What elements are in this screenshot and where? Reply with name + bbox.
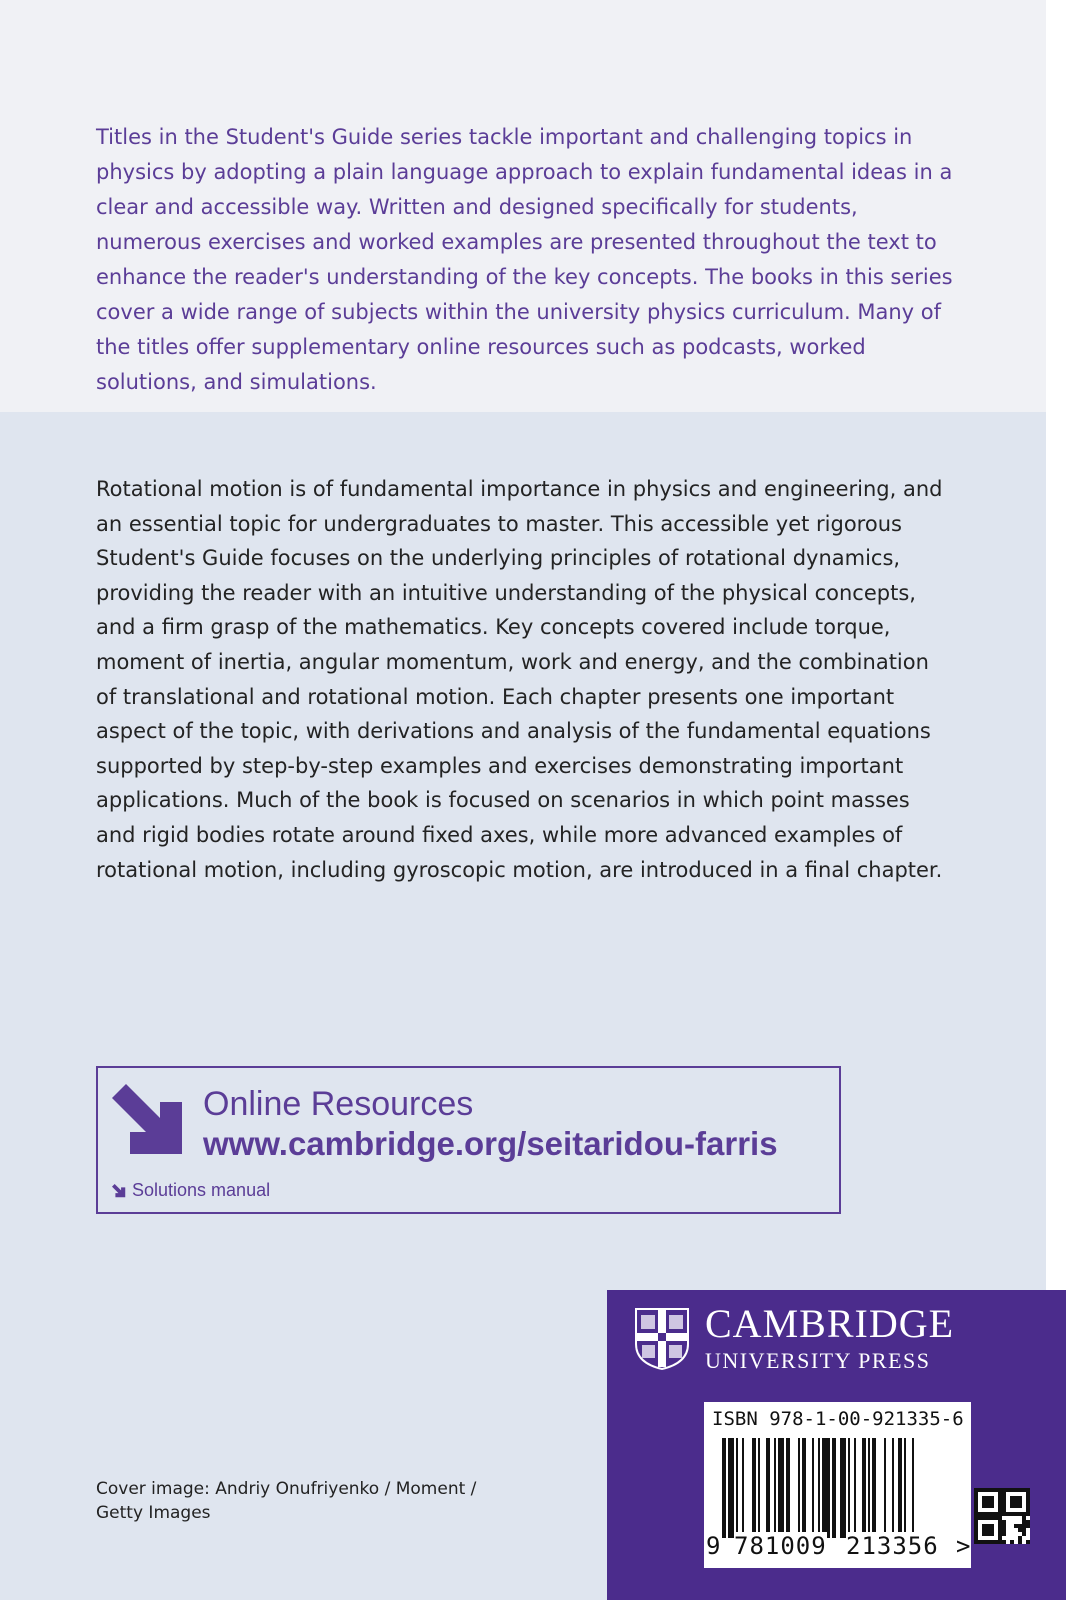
barcode-digits <box>704 1532 971 1562</box>
barcode-bar <box>822 1438 830 1538</box>
barcode-digits-left: 781009 <box>734 1532 827 1560</box>
barcode-bar <box>758 1438 760 1538</box>
barcode-bar <box>892 1438 894 1538</box>
publisher-subtitle: UNIVERSITY PRESS <box>705 1348 931 1373</box>
resource-item[interactable] <box>112 1180 270 1201</box>
barcode-bar <box>802 1438 806 1538</box>
barcode-bar <box>840 1438 846 1538</box>
barcode <box>704 1438 971 1538</box>
publisher-name: CAMBRIDGE <box>705 1301 955 1346</box>
barcode-bar <box>774 1438 776 1538</box>
barcode-card <box>704 1402 971 1568</box>
online-resources-url[interactable]: www.cambridge.org/seitaridou-farris <box>203 1125 778 1162</box>
barcode-bar <box>832 1438 836 1538</box>
barcode-bar <box>766 1438 770 1538</box>
series-description: Titles in the Student's Guide series tackle important and challenging topics in physics by adopting a plain language approach to explain fundamental ideas in a clear and accessible way. Written and designed specifically for students, numerous exercises and worked examples are presented throughout the text to enhance the reader's understanding of the key concepts. The books in this series cover a wide range of subjects within the university physics curriculum. Many of the titles offer supplementary online resources such as podcasts, worked solutions, and simulations. <box>96 125 953 394</box>
barcode-bar <box>862 1438 866 1538</box>
barcode-bar <box>722 1438 726 1538</box>
barcode-bar <box>812 1438 814 1538</box>
barcode-bar <box>742 1438 744 1538</box>
barcode-bar <box>752 1438 756 1538</box>
barcode-bar <box>898 1438 902 1538</box>
isbn-label: ISBN 978-1-00-921335-6 <box>712 1408 964 1430</box>
barcode-bar <box>778 1438 784 1538</box>
barcode-bar <box>728 1438 734 1538</box>
barcode-bar <box>868 1438 870 1538</box>
book-description: Rotational motion is of fundamental importance in physics and engineering, and an essential topic for undergraduates to master. This accessible yet rigorous Student's Guide focuses on the underlying principles of rotational dynamics, providing the reader with an intuitive understanding of the physical concepts, and a firm grasp of the mathematics. Key concepts covered include torque, moment of inertia, angular momentum, work and energy, and the combination of translational and rotational motion. Each chapter presents one important aspect of the topic, with derivations and analysis of the fundamental equations supported by step-by-step examples and exercises demonstrating important applications. Much of the book is focused on scenarios in which point masses and rigid bodies rotate around fixed axes, while more advanced examples of rotational motion, including gyroscopic motion, are introduced in a final chapter. <box>96 477 943 882</box>
barcode-bar <box>884 1438 886 1538</box>
barcode-digits-right: 213356 <box>846 1532 939 1560</box>
arrow-down-right-icon <box>112 1184 126 1198</box>
barcode-bar <box>904 1438 906 1538</box>
barcode-bar <box>848 1438 850 1538</box>
online-resources-box <box>96 1066 841 1214</box>
barcode-bar <box>786 1438 790 1538</box>
arrow-down-right-icon <box>112 1084 186 1158</box>
barcode-bar <box>818 1438 820 1538</box>
resource-item-label: Solutions manual <box>132 1180 271 1200</box>
online-resources-title: Online Resources <box>203 1085 474 1123</box>
barcode-bar <box>872 1438 876 1538</box>
barcode-digit-first: 9 <box>706 1532 721 1560</box>
barcode-bar <box>736 1438 738 1538</box>
barcode-bar <box>912 1438 914 1538</box>
university-crest-icon <box>633 1306 691 1372</box>
qr-code-icon <box>974 1488 1030 1544</box>
cover-image-credit: Cover image: Andriy Onufriyenko / Moment / Getty Images <box>96 1479 477 1523</box>
barcode-bar <box>798 1438 800 1538</box>
barcode-bar <box>854 1438 856 1538</box>
publisher-panel <box>607 1290 1066 1600</box>
barcode-digit-end: > <box>956 1532 971 1560</box>
